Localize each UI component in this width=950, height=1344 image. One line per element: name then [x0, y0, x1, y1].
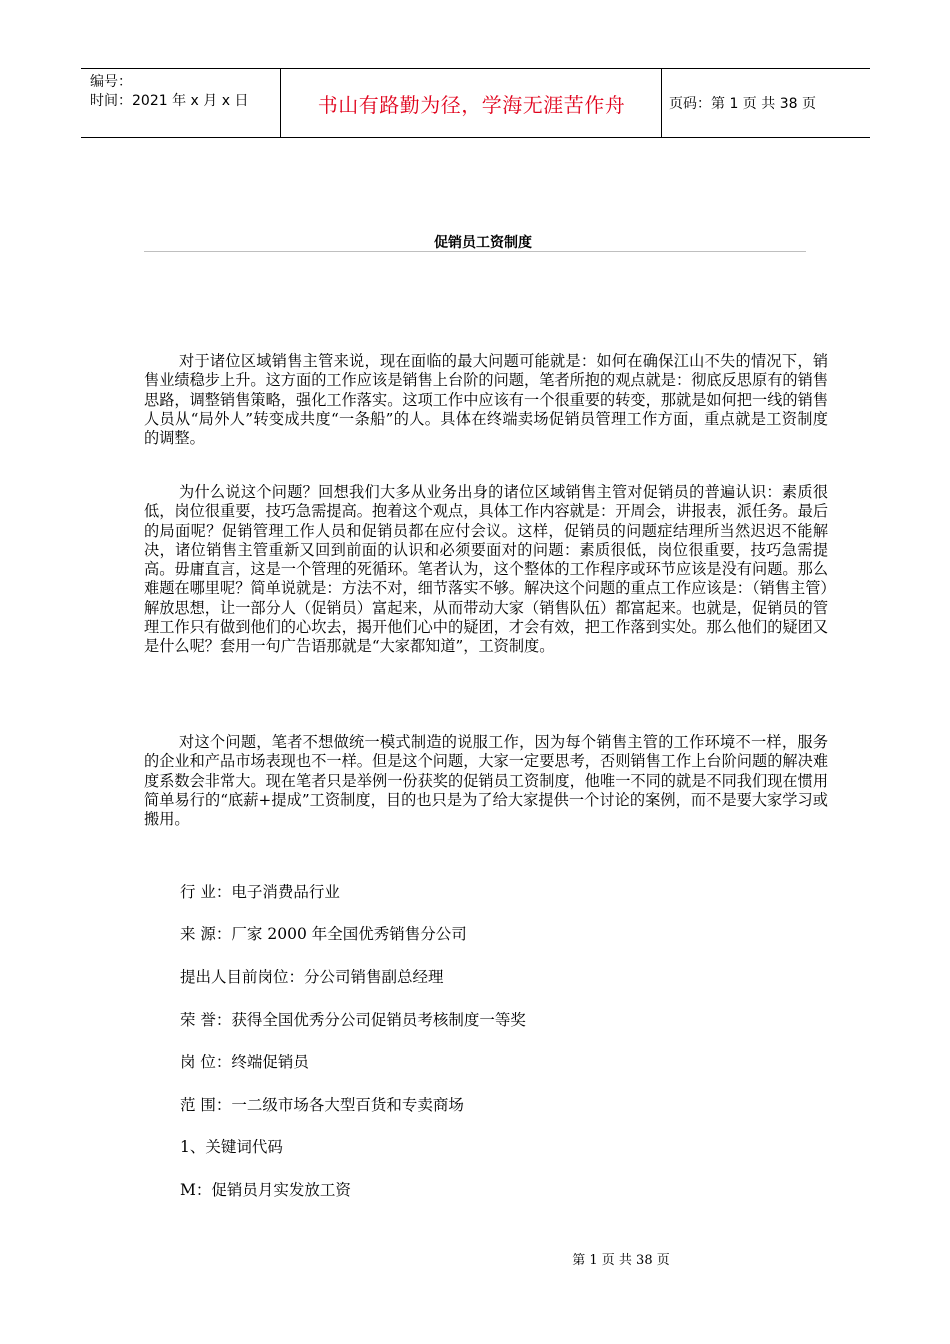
header-divider-right — [661, 69, 662, 137]
title-underline — [144, 251, 806, 252]
info-item-industry: 行 业：电子消费品行业 — [180, 883, 340, 901]
page-footer: 第 1 页 共 38 页 — [572, 1253, 670, 1268]
header-number: 编号： — [90, 74, 132, 90]
body-paragraph: 为什么说这个问题？回想我们大多从业务出身的诸位区域销售主管对促销员的普遍认识：素质很低，岗位很重要，技巧急需提高。抱着这个观点，具体工作内容就是：开周会，讲报表，派任务。最后的局面呢？促销管理工作人员和促销员都在应付会议。这样，促销员的问题症结理所当然迟迟不能解决，诸位销售主管重新又回到前面的认识和必须要面对的问题：素质很低，岗位很重要，技巧急需提高。毋庸直言，这是一个管理的死循环。笔者认为，这个整体的工作程序或环节应该是没有问题。那么难题在哪里呢？简单说就是：方法不对，细节落实不够。解决这个问题的重点工作应该是：（销售主管）解放思想，让一部分人（促销员）富起来，从而带动大家（销售队伍）都富起来。也就是，促销员的管理工作只有做到他们的心坎去，揭开他们心中的疑团，才会有效，把工作落到实处。那么他们的疑团又是什么呢？套用一句广告语那就是“大家都知道”，工资制度。 — [144, 483, 828, 656]
document-title: 促销员工资制度 — [434, 235, 532, 251]
header-date: 时间：2021 年 x 月 x 日 — [90, 93, 249, 109]
info-item-scope: 范 围：一二级市场各大型百货和专卖商场 — [180, 1096, 464, 1114]
info-item-source: 来 源：厂家 2000 年全国优秀销售分公司 — [180, 925, 467, 943]
section-heading: 1、关键词代码 — [180, 1138, 283, 1156]
info-item-honor: 荣 誉：获得全国优秀分公司促销员考核制度一等奖 — [180, 1011, 526, 1029]
document-header — [81, 68, 870, 138]
header-meta — [90, 73, 248, 111]
body-paragraph: 对这个问题，笔者不想做统一模式制造的说服工作，因为每个销售主管的工作环境不一样，服务的企业和产品市场表现也不一样。但是这个问题，大家一定要思考，否则销售工作上台阶问题的解决难度系数会非常大。现在笔者只是举例一份获奖的促销员工资制度，他唯一不同的就是不同我们现在惯用简单易行的“底薪+提成”工资制度，目的也只是为了给大家提供一个讨论的案例，而不是要大家学习或搬用。 — [144, 733, 828, 829]
header-divider-left — [280, 69, 281, 137]
header-motto: 书山有路勤为径，学海无涯苦作舟 — [317, 92, 626, 117]
info-item-position: 岗 位：终端促销员 — [180, 1053, 309, 1071]
header-page-info: 页码：第 1 页 共 38 页 — [669, 96, 816, 112]
body-paragraph: 对于诸位区域销售主管来说，现在面临的最大问题可能就是：如何在确保江山不失的情况下，销售业绩稳步上升。这方面的工作应该是销售上台阶的问题，笔者所抱的观点就是：彻底反思原有的销售思路，调整销售策略，强化工作落实。这项工作中应该有一个很重要的转变，那就是如何把一线的销售人员从“局外人”转变成共度“一条船”的人。具体在终端卖场促销员管理工作方面，重点就是工资制度的调整。 — [144, 352, 828, 448]
keyword-item: M：促销员月实发放工资 — [180, 1181, 351, 1199]
info-item-proposer: 提出人目前岗位：分公司销售副总经理 — [180, 968, 444, 986]
